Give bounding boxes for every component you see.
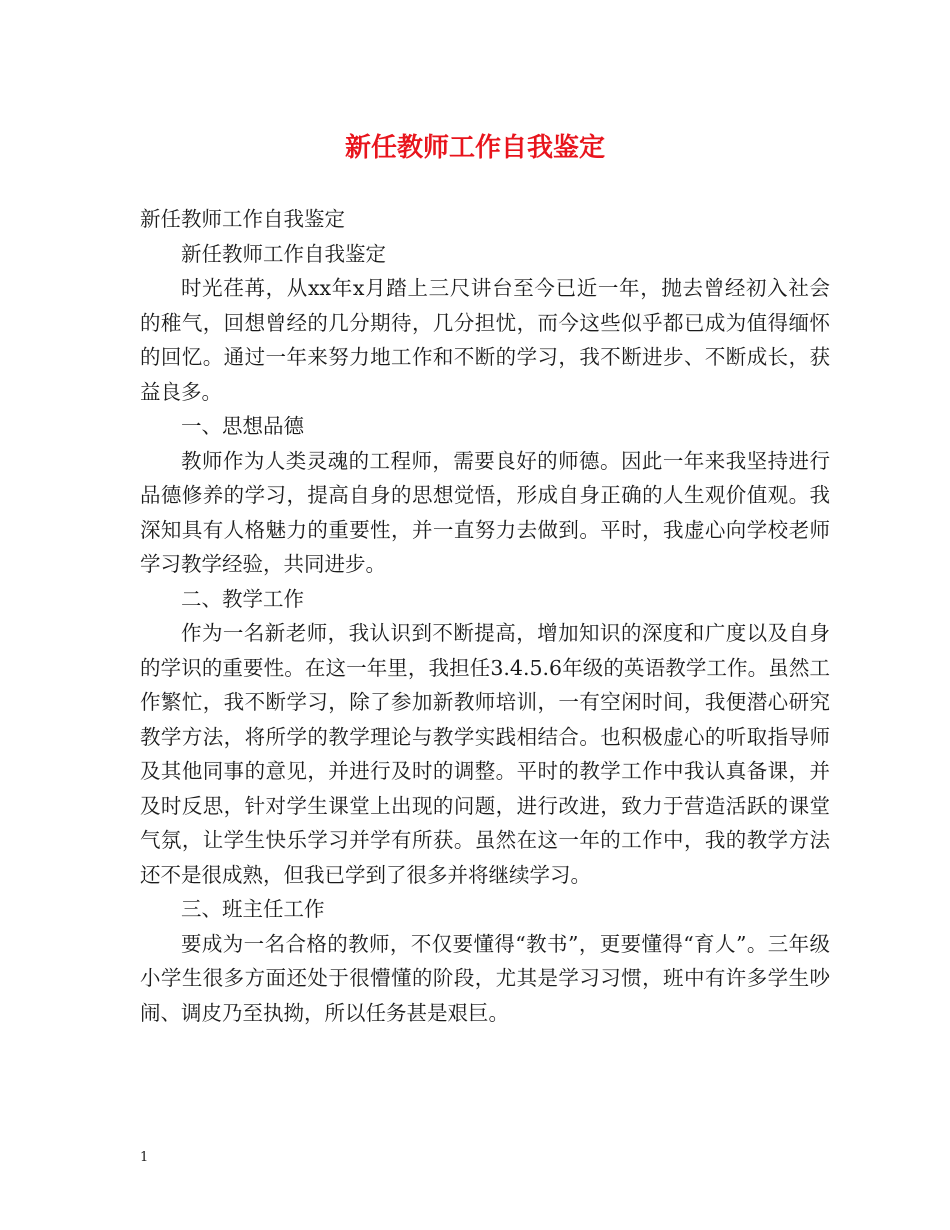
page-number: 1 (140, 1150, 149, 1165)
document-body (140, 202, 830, 1030)
subtitle: 新任教师工作自我鉴定 (140, 207, 345, 231)
section-paragraph-3: 要成为一名合格的教师，不仅要懂得“教书”，更要懂得“育人”。三年级小学生很多方面还处于很懵懂的阶段，尤其是学习习惯，班中有许多学生吵闹、调皮乃至执拗，所以任务甚是艰巨。 (140, 931, 830, 1025)
section-paragraph-1: 教师作为人类灵魂的工程师，需要良好的师德。因此一年来我坚持进行品德修养的学习，提高自身的思想觉悟，形成自身正确的人生观价值观。我深知具有人格魅力的重要性，并一直努力去做到。平时，我虚心向学校老师学习教学经验，共同进步。 (140, 448, 830, 576)
intro-paragraph: 时光荏苒，从xx年x月踏上三尺讲台至今已近一年，抛去曾经初入社会的稚气，回想曾经的几分期待，几分担忧，而今这些似乎都已成为值得缅怀的回忆。通过一年来努力地工作和不断的学习，我不断进步、不断成长，获益良多。 (140, 276, 830, 404)
section-heading-2: 二、教学工作 (181, 586, 304, 611)
document-title: 新任教师工作自我鉴定 (344, 133, 605, 163)
section-paragraph-2: 作为一名新老师，我认识到不断提高，增加知识的深度和广度以及自身的学识的重要性。在这一年里，我担任3.4.5.6年级的英语教学工作。虽然工作繁忙，我不断学习，除了参加新教师培训，一有空闲时间，我便潜心研究教学方法，将所学的教学理论与教学实践相结合。也积极虚心的听取指导师及其他同事的意见，并进行及时的调整。平时的教学工作中我认真备课，并及时反思，针对学生课堂上出现的问题，进行改进，致力于营造活跃的课堂气氛，让学生快乐学习并学有所获。虽然在这一年的工作中，我的教学方法还不是很成熟，但我已学到了很多并将继续学习。 (140, 621, 830, 887)
section-heading-3: 三、班主任工作 (181, 897, 325, 921)
section-heading-1: 一、思想品德 (181, 414, 304, 438)
subtitle-indented: 新任教师工作自我鉴定 (181, 241, 386, 266)
